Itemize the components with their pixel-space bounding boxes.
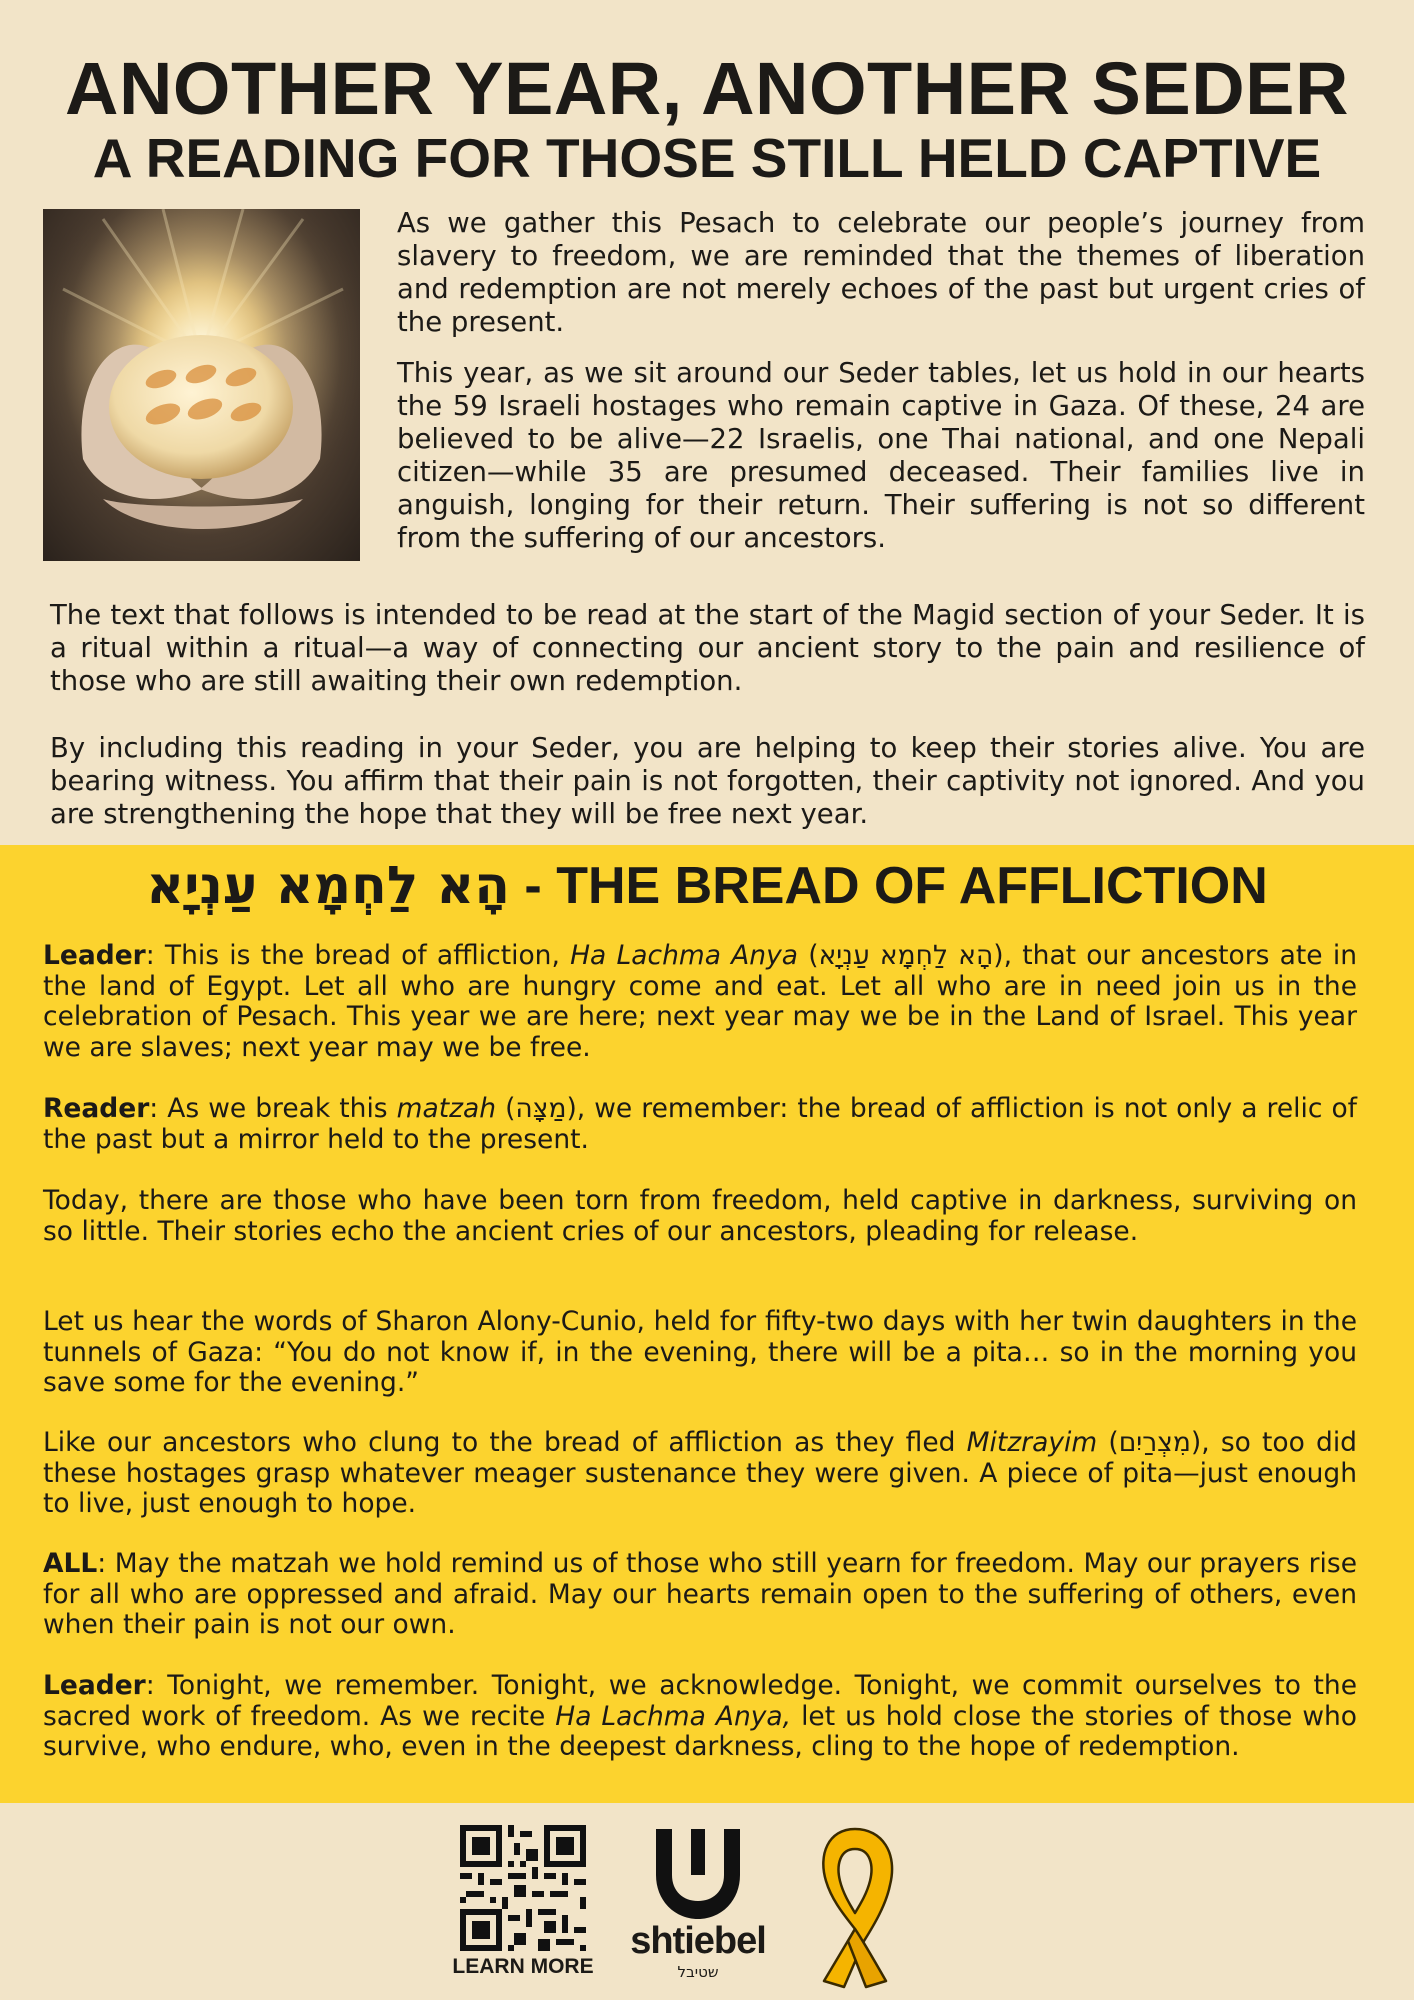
hands-holding-matzah-image — [43, 209, 360, 561]
page-subtitle: A READING FOR THOSE STILL HELD CAPTIVE — [92, 127, 1322, 189]
instructions-paragraph: The text that follows is intended to be read at the start of the Magid section of your Seder. It is a ritual within a ritual—a way of connecting our ancient story to the pain and resilience of those who are still awaiting their own redemption. — [50, 599, 1365, 697]
all-reading: ALL: May the matzah we hold remind us of those who still yearn for freedom. May our prayers rise for all who are oppressed and afraid. May our hearts remain open to the suffering of others, even when their pain is not our own. — [43, 1548, 1357, 1640]
role-label: Leader — [43, 1670, 146, 1701]
role-label: Reader — [43, 1093, 150, 1124]
intro-text — [397, 207, 1365, 573]
role-label: ALL — [43, 1548, 98, 1579]
intro-paragraph: As we gather this Pesach to celebrate our people’s journey from slavery to freedom, we are reminded that the themes of liberation and redemption are not merely echoes of the past but urgent cries of the present. — [397, 207, 1365, 338]
page-title: ANOTHER YEAR, ANOTHER SEDER — [65, 47, 1349, 130]
reading-title-separator: - — [509, 857, 557, 915]
shtiebel-logo-hebrew: שטיבל — [677, 1963, 719, 1981]
reading-paragraph: Today, there are those who have been torn from freedom, held captive in darkness, surviving on so little. Their stories echo the ancient cries of our ancestors, pleading for release. — [43, 1185, 1357, 1247]
leader-reading: Leader: This is the bread of affliction, Ha Lachma Anya (הָא לַחְמָא עַנְיָא), that our ancestors ate in the land of Egypt. Let all who are hungry come and eat. Let all who are in need join us in the celebration of Pesach. This year we are here; next year may we be in the Land of Israel. This year we are slaves; next year may we be free. — [43, 940, 1357, 1063]
reader-reading: Reader: As we break this matzah (מַצָּה), we remember: the bread of affliction is not only a relic of the past but a mirror held to the present. — [43, 1093, 1357, 1155]
leader-reading: Leader: Tonight, we remember. Tonight, we acknowledge. Tonight, we commit ourselves to the sacred work of freedom. As we recite Ha Lachma Anya, let us hold close the stories of those who survive, who endure, who, even in the deepest darkness, cling to the hope of redemption. — [43, 1670, 1358, 1762]
reading-title-hebrew: הָא לַחְמָא עַנְיָא — [146, 856, 510, 916]
role-label: Leader — [43, 940, 146, 971]
shtiebel-logo-name: shtiebel — [630, 1920, 766, 1962]
reading-title-english: THE BREAD OF AFFLICTION — [556, 857, 1268, 915]
reading-title — [0, 854, 1414, 918]
reading-quote: Let us hear the words of Sharon Alony-Cunio, held for fifty-two days with her twin daughters in the tunnels of Gaza: “You do not know if, in the evening, there will be a pita… so in the morning you save some for the evening.” — [43, 1306, 1357, 1398]
reading-paragraph: Like our ancestors who clung to the bread of affliction as they fled Mitzrayim (מִצְרַיִם), so too did these hostages grasp whatever meager sustenance they were given. A piece of pita—just enough to live, just enough to hope. — [43, 1427, 1358, 1519]
shtiebel-logo-icon — [650, 1825, 746, 1921]
yellow-ribbon-icon — [800, 1821, 910, 1991]
learn-more-label[interactable]: LEARN MORE — [452, 1955, 594, 1978]
intro-paragraph: This year, as we sit around our Seder tables, let us hold in our hearts the 59 Israeli hostages who remain captive in Gaza. Of these, 24 are believed to be alive—22 Israelis, one Thai national, and one Nepali citizen—while 35 are presumed deceased. Their families live in anguish, longing for their return. Their suffering is not so different from the suffering of our ancestors. — [397, 357, 1365, 554]
header — [0, 47, 1414, 189]
footer — [0, 1803, 1414, 2000]
qr-code[interactable] — [460, 1825, 586, 1951]
instructions-paragraph: By including this reading in your Seder, you are helping to keep their stories alive. You are bearing witness. You affirm that their pain is not forgotten, their captivity not ignored. And you are strengthening the hope that they will be free next year. — [50, 732, 1365, 830]
